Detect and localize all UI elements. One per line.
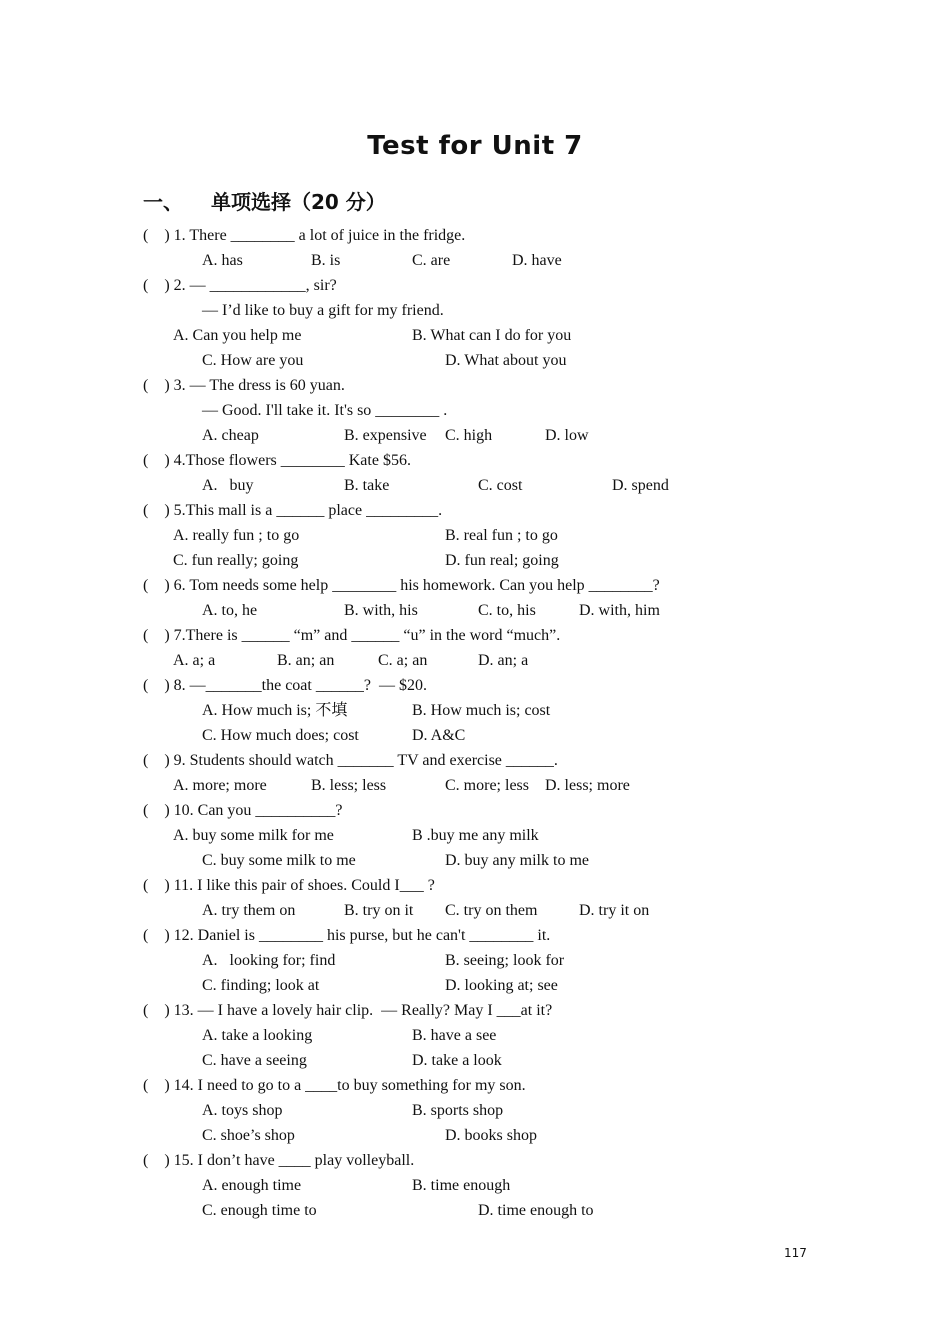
option-4b: B. take (344, 477, 390, 494)
option-12d: D. looking at; see (445, 977, 558, 994)
question-5: ( ) 5.This mall is a ______ place _________. (143, 502, 443, 519)
option-14c: C. shoe’s shop (202, 1127, 295, 1144)
option-11d: D. try it on (579, 902, 650, 919)
question-13: ( ) 13. — I have a lovely hair clip. — Really? May I ___at it? (143, 1002, 553, 1019)
option-15b: B. time enough (412, 1177, 511, 1194)
option-14b: B. sports shop (412, 1102, 504, 1119)
dialogue-line-2: — I’d like to buy a gift for my friend. (202, 302, 444, 319)
option-7a: A. a; a (173, 652, 216, 669)
option-9b: B. less; less (311, 777, 387, 794)
option-3a: A. cheap (202, 427, 259, 444)
question-3: ( ) 3. — The dress is 60 yuan. (143, 377, 345, 394)
option-3d: D. low (545, 427, 589, 444)
option-12b: B. seeing; look for (445, 952, 565, 969)
option-1b: B. is (311, 252, 341, 269)
option-5a: A. really fun ; to go (173, 527, 300, 544)
option-6b: B. with, his (344, 602, 418, 619)
question-2: ( ) 2. — ____________, sir? (143, 277, 337, 294)
question-11: ( ) 11. I like this pair of shoes. Could I___ ? (143, 877, 435, 894)
option-1c: C. are (412, 252, 451, 269)
option-9d: D. less; more (545, 777, 630, 794)
option-11b: B. try on it (344, 902, 414, 919)
option-7d: D. an; a (478, 652, 529, 669)
option-9c: C. more; less (445, 777, 529, 794)
option-6d: D. with, him (579, 602, 660, 619)
question-6: ( ) 6. Tom needs some help ________ his homework. Can you help ________? (143, 577, 660, 594)
option-12a: A. looking for; find (202, 952, 336, 969)
option-5b: B. real fun ; to go (445, 527, 558, 544)
option-15a: A. enough time (202, 1177, 302, 1194)
option-12c: C. finding; look at (202, 977, 320, 994)
section-title: 单项选择（20 分） (211, 190, 386, 214)
option-13a: A. take a looking (202, 1027, 313, 1044)
option-2d: D. What about you (445, 352, 567, 369)
dialogue-line-3: — Good. I'll take it. It's so ________ . (202, 402, 448, 419)
option-7b: B. an; an (277, 652, 335, 669)
option-15c: C. enough time to (202, 1202, 317, 1219)
page-number: 117 (784, 1246, 807, 1260)
question-14: ( ) 14. I need to go to a ____to buy something for my son. (143, 1077, 526, 1094)
option-7c: C. a; an (378, 652, 428, 669)
question-4: ( ) 4.Those flowers ________ Kate $56. (143, 452, 411, 469)
page-title: Test for Unit 7 (367, 131, 583, 161)
question-1: ( ) 1. There ________ a lot of juice in the fridge. (143, 227, 466, 244)
question-7: ( ) 7.There is ______ “m” and ______ “u” in the word “much”. (143, 627, 561, 644)
option-2a: A. Can you help me (173, 327, 302, 344)
option-6c: C. to, his (478, 602, 536, 619)
option-2b: B. What can I do for you (412, 327, 572, 344)
option-14a: A. toys shop (202, 1102, 283, 1119)
option-13d: D. take a look (412, 1052, 502, 1069)
option-5c: C. fun really; going (173, 552, 299, 569)
section-heading (143, 186, 386, 215)
option-1a: A. has (202, 252, 243, 269)
option-6a: A. to, he (202, 602, 258, 619)
option-10b: B .buy me any milk (412, 827, 539, 844)
option-8a: A. How much is; 不填 (202, 702, 348, 719)
question-8: ( ) 8. —_______the coat ______? — $20. (143, 677, 427, 694)
option-1d: D. have (512, 252, 562, 269)
option-10c: C. buy some milk to me (202, 852, 356, 869)
option-14d: D. books shop (445, 1127, 538, 1144)
option-5d: D. fun real; going (445, 552, 559, 569)
option-10a: A. buy some milk for me (173, 827, 334, 844)
question-10: ( ) 10. Can you __________? (143, 802, 343, 819)
question-12: ( ) 12. Daniel is ________ his purse, but he can't ________ it. (143, 927, 551, 944)
section-number: 一、 (143, 190, 183, 214)
option-8b: B. How much is; cost (412, 702, 551, 719)
option-4c: C. cost (478, 477, 523, 494)
option-11c: C. try on them (445, 902, 538, 919)
option-8d: D. A&C (412, 727, 466, 744)
question-15: ( ) 15. I don’t have ____ play volleyball. (143, 1152, 415, 1169)
option-13b: B. have a see (412, 1027, 497, 1044)
option-9a: A. more; more (173, 777, 267, 794)
option-3c: C. high (445, 427, 493, 444)
option-15d: D. time enough to (478, 1202, 594, 1219)
option-2c: C. How are you (202, 352, 304, 369)
option-10d: D. buy any milk to me (445, 852, 589, 869)
option-13c: C. have a seeing (202, 1052, 307, 1069)
option-4a: A. buy (202, 477, 254, 494)
question-9: ( ) 9. Students should watch _______ TV and exercise ______. (143, 752, 558, 769)
option-11a: A. try them on (202, 902, 296, 919)
option-3b: B. expensive (344, 427, 427, 444)
option-8c: C. How much does; cost (202, 727, 359, 744)
option-4d: D. spend (612, 477, 669, 494)
